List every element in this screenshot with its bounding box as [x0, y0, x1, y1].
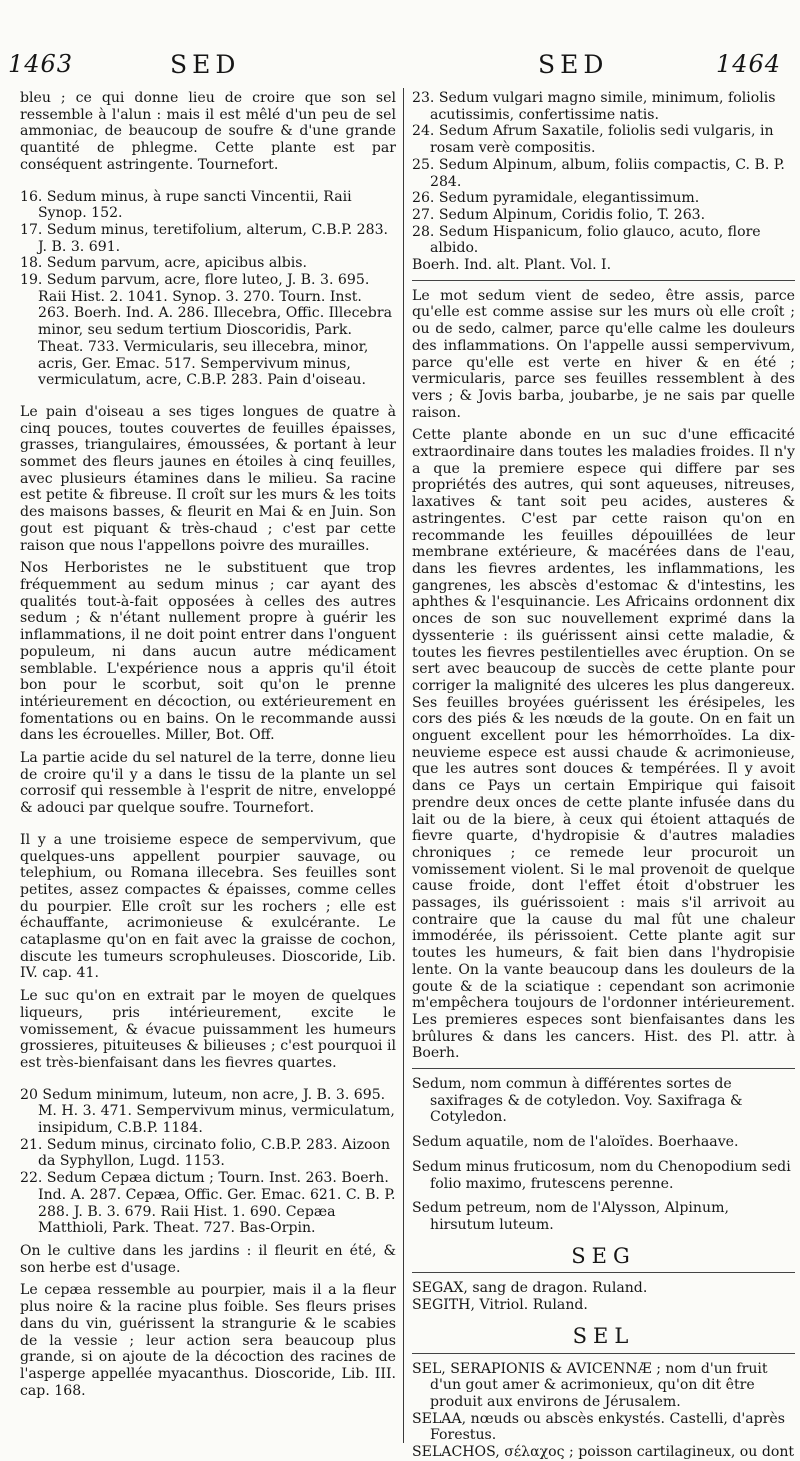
- paragraph: Cette plante abonde en un suc d'une efficacité extraordinaire dans toutes les maladies froides. Il n'y a que la premiere espece qui differe par ses propriétés des autres, qui sont aqueuses, nitreuses, laxatives & tant soit peu acides, austeres & astringentes. C'est par cette raison qu'on en recommande les feuilles dépouillées de leur membrane extérieure, & macérées dans de l'eau, dans les fievres ardentes, les inflammations, les gangrenes, les abscès d'estomac & d'intestins, les aphthes & l'esquinancie. Les Africains ordonnent dix onces de son suc nouvellement exprimé dans la dyssenterie : ils guérissent ainsi cette maladie, & toutes les fievres pestilentielles avec éruption. On se sert avec beaucoup de succès de cette plante pour corriger la malignité des ulceres les plus dangereux. Ses feuilles broyées guérissent les érésipeles, les cors des piés & les nœuds de la goute. On en fait un onguent excellent pour les hémorrhoïdes. La dix-neuvieme espece est aussi chaude & acrimonieuse, que les autres sont douces & tempérées. Il y avoit dans ce Pays un certain Empirique qui faisoit prendre deux onces de cette plante infusée dans du lait ou de la biere, à ceux qui étoient attaqués de fievre quarte, d'hydropisie & d'autres maladies chroniques ; ce remede leur procuroit un vomissement violent. Si le mal provenoit de quelque cause froide, dont l'effet étoit d'obstruer les passages, ils guérissoient : mais s'il arrivoit au contraire que la cause du mal fût une chaleur immodérée, ils périssoient. Cette plante agit sur toutes les humeurs, & fait bien dans l'hydropisie lente. On la vante beaucoup dans les douleurs de la goute & de la sciatique : cependant son acrimonie m'empêchera toujours de l'ordonner intérieurement. Les premieres especes sont bienfaisantes dans les brûlures & dans les cancers. Hist. des Pl. attr. à Boerh.: [412, 427, 795, 1062]
- separator-rule: [412, 280, 795, 281]
- species-entry: 17. Sedum minus, teretifolium, alterum, C.B.P. 283. J. B. 3. 691.: [20, 221, 389, 255]
- section-heading-sel: SEL: [572, 1323, 635, 1348]
- right-running-head: SED: [538, 50, 609, 79]
- species-entry: 25. Sedum Alpinum, album, foliis compactis, C. B. P. 284.: [412, 156, 785, 190]
- left-column: [20, 90, 396, 1405]
- species-entry: 16. Sedum minus, à rupe sancti Vincentii, Raii Synop. 152.: [20, 188, 352, 222]
- species-entry: 24. Sedum Afrum Saxatile, foliolis sedi vulgaris, in rosam verè compositis.: [412, 123, 774, 157]
- species-entry: 18. Sedum parvum, acre, apicibus albis.: [20, 255, 307, 272]
- paragraph: Il y a une troisieme espece de sempervivum, que quelques-uns appellent pourpier sauvage, ou telephium, ou Romana illecebra. Ses feuilles sont petites, assez compactes & épaisses, comme celles du pourpier. Elle croît sur les rochers ; elle est échauffante, acrimonieuse & exulcérante. Le cataplasme qu'on en fait avec la graisse de cochon, discute les tumeurs scrophuleuses. Dioscoride, Lib. IV. cap. 41.: [20, 831, 396, 982]
- separator-rule: [412, 1068, 795, 1069]
- species-entry: 23. Sedum vulgari magno simile, minimum, foliolis acutissimis, confertissime natis.: [412, 90, 776, 123]
- paragraph: On le cultive dans les jardins : il fleurit en été, & son herbe est d'usage.: [20, 1243, 396, 1276]
- paragraph: Nos Herboristes ne le substituent que trop fréquemment au sedum minus ; car ayant des qualités tout-à-fait opposées à celles des autres sedum ; & n'étant nullement propre à guérir les inflammations, il ne doit point entrer dans l'onguent populeum, ni dans aucun autre médicament semblable. L'expérience nous a appris qu'il étoit bon pour le scorbut, soit qu'on le prenne intérieurement en décoction, ou extérieurement en fomentations ou en bains. On le recommande aussi dans les écrouelles. Miller, Bot. Off.: [20, 560, 396, 744]
- paragraph: La partie acide du sel naturel de la terre, donne lieu de croire qu'il y a dans le tissu de la plante un sel corrosif qui ressemble à l'esprit de nitre, enveloppé & adouci par quelque soufre. Tournefort.: [20, 750, 396, 817]
- paragraph: bleu ; ce qui donne lieu de croire que son sel ressemble à l'alun : mais il est mêlé d'un peu de sel ammoniac, de beaucoup de soufre & d'une grande quantité de phlegme. Cette plante est par conséquent astringente. Tournefort.: [20, 90, 396, 173]
- cross-reference-entry: Sedum minus fruticosum, nom du Chenopodium sedi folio maximo, frutescens perenne.: [412, 1158, 791, 1192]
- right-page-number: 1464: [716, 50, 782, 78]
- separator-rule: [412, 1353, 795, 1354]
- species-entry: 22. Sedum Cepæa dictum ; Tourn. Inst. 263. Boerh. Ind. A. 287. Cepæa, Offic. Ger. Emac. 621. C. B. P. 288. J. B. 3. 679. Raii Hist. 1. 690. Cepæa Matthioli, Park. Theat. 727. Bas-Orpin.: [20, 1170, 396, 1237]
- right-column: [412, 90, 795, 1461]
- species-entry: 26. Sedum pyramidale, elegantissimum.: [412, 190, 700, 207]
- paragraph: Le mot sedum vient de sedeo, être assis, parce qu'elle est comme assise sur les murs où elle croît ; ou de sedo, calmer, parce qu'elle calme les douleurs des inflammations. On l'appelle aussi sempervivum, parce qu'elle est verte en hiver & en été ; vermicularis, parce ses feuilles ressemblent à des vers ; & Jovis barba, joubarbe, je ne sais par quelle raison.: [412, 287, 795, 421]
- dictionary-entry: SEL, SERAPIONIS & AVICENNÆ ; nom d'un fruit d'un gout amer & acrimonieux, qu'on dit être produit aux environs de Jérusalem.: [412, 1360, 768, 1410]
- species-entry: 21. Sedum minus, circinato folio, C.B.P. 283. Aizoon da Syphyllon, Lugd. 1153.: [20, 1136, 391, 1170]
- dictionary-entry: SEGITH, Vitriol. Ruland.: [412, 1297, 588, 1314]
- left-running-head: SED: [170, 50, 241, 79]
- species-entry: 19. Sedum parvum, acre, flore luteo, J. B. 3. 695. Raii Hist. 2. 1041. Synop. 3. 270. Tourn. Inst. 263. Boerh. Ind. A. 286. Illecebra, Offic. Illecebra minor, seu sedum tertium Dioscoridis, Park. Theat. 733. Vermicularis, seu illecebra, minor, acris, Ger. Emac. 517. Sempervivum minus, vermiculatum, acre, C.B.P. 283. Pain d'oiseau.: [20, 272, 392, 389]
- dictionary-entry: SEGAX, sang de dragon. Ruland.: [412, 1280, 648, 1297]
- paragraph: Le cepæa ressemble au pourpier, mais il a la fleur plus noire & la racine plus foible. Ses fleurs prises dans du vin, guérissent la strangurie & le scabies de la vessie ; leur action sera beaucoup plus grande, si on ajoute de la décoction des racines de l'asperge appellée myacanthus. Dioscoride, Lib. III. cap. 168.: [20, 1282, 396, 1399]
- species-entry: 28. Sedum Hispanicum, folio glauco, acuto, flore albido.: [412, 223, 761, 257]
- species-entry: 20 Sedum minimum, luteum, non acre, J. B. 3. 695. M. H. 3. 471. Sempervivum minus, vermiculatum, insipidum, C.B.P. 1184.: [20, 1086, 395, 1137]
- species-source: Boerh. Ind. alt. Plant. Vol. I.: [412, 257, 612, 274]
- dictionary-entry: SELACHOS, σέλαχος ; poisson cartilagineux, ou dont: [412, 1444, 795, 1461]
- cross-reference-entry: Sedum aquatile, nom de l'aloïdes. Boerhaave.: [412, 1134, 739, 1151]
- left-page-number: 1463: [8, 50, 74, 78]
- species-entry: 27. Sedum Alpinum, Coridis folio, T. 263.: [412, 206, 706, 223]
- page-header: [0, 50, 800, 90]
- section-heading-seg: SEG: [571, 1243, 636, 1268]
- dictionary-entry: SELAA, nœuds ou abscès enkystés. Castelli, d'après Forestus.: [412, 1410, 785, 1444]
- separator-rule: [412, 1272, 795, 1273]
- cross-reference-entry: Sedum petreum, nom de l'Alysson, Alpinum, hirsutum luteum.: [412, 1200, 729, 1233]
- cross-reference-entry: Sedum, nom commun à différentes sortes de saxifrages & de cotyledon. Voy. Saxifraga & Cotyledon.: [412, 1076, 743, 1126]
- column-divider: [403, 88, 404, 1443]
- paragraph: Le suc qu'on en extrait par le moyen de quelques liqueurs, pris intérieurement, excite le vomissement, & évacue puissamment les humeurs grossieres, pituiteuses & bilieuses ; c'est pourquoi il est très-bienfaisant dans les fievres quartes.: [20, 988, 396, 1071]
- paragraph: Le pain d'oiseau a ses tiges longues de quatre à cinq pouces, toutes couvertes de feuilles épaisses, grasses, triangulaires, émoussées, & portant à leur sommet des fleurs jaunes en étoiles à cinq feuilles, avec plusieurs étamines dans le milieu. Sa racine est petite & fibreuse. Il croît sur les murs & les toits des maisons basses, & fleurit en Mai & en Juin. Son gout est piquant & très-chaud ; c'est par cette raison que nous l'appellons poivre des murailles.: [20, 403, 396, 554]
